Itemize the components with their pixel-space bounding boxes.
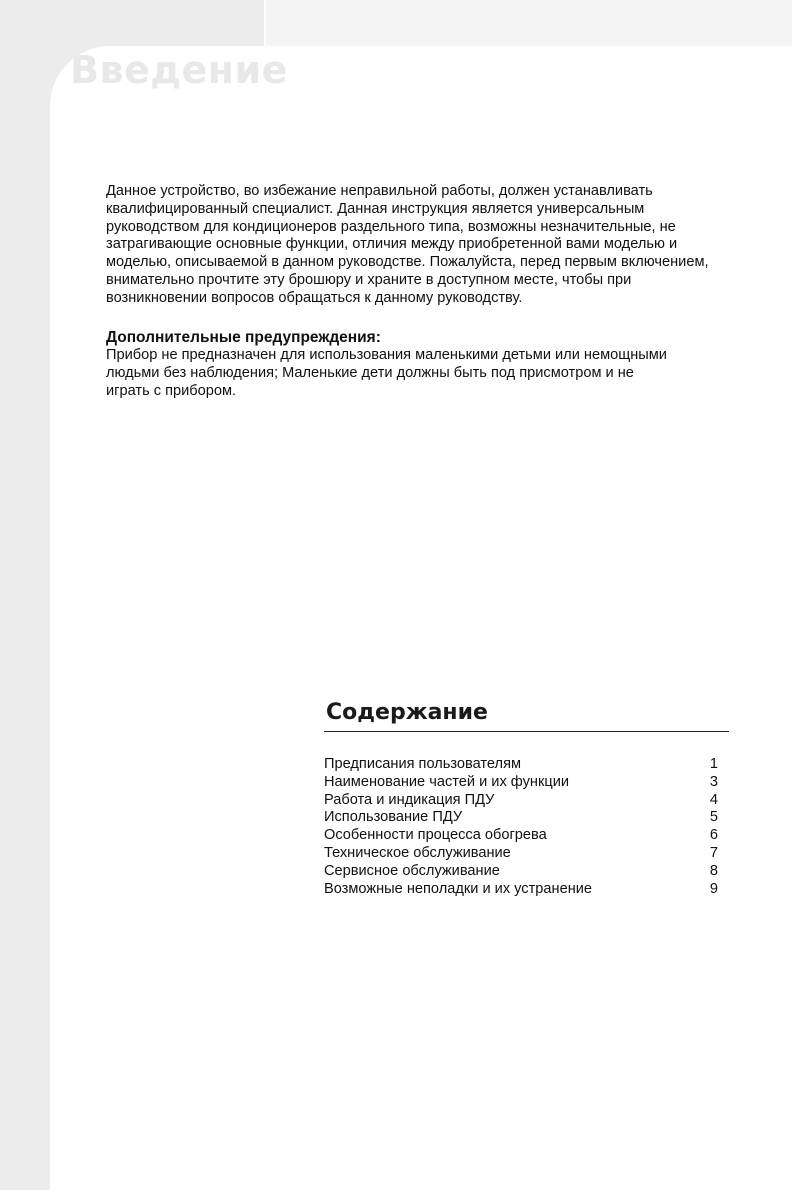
toc-divider bbox=[324, 731, 729, 732]
toc-item[interactable] bbox=[324, 756, 718, 774]
toc-item-page: 9 bbox=[709, 880, 718, 897]
page-title: Введение bbox=[70, 48, 288, 92]
toc-item-label: Предписания пользователям bbox=[324, 756, 522, 772]
toc-item-label: Сервисное обслуживание bbox=[324, 862, 500, 879]
toc-list bbox=[324, 756, 718, 898]
toc-item[interactable] bbox=[324, 809, 718, 827]
toc-item[interactable] bbox=[324, 827, 718, 845]
toc-title: Содержание bbox=[326, 700, 488, 725]
page-frame-left bbox=[0, 0, 50, 1190]
toc-item-page: 3 bbox=[709, 773, 718, 790]
toc-item[interactable] bbox=[324, 845, 718, 863]
toc-item-page: 6 bbox=[709, 827, 718, 844]
page-frame-divider bbox=[264, 0, 266, 46]
toc-item-label: Работа и индикация ПДУ bbox=[324, 791, 495, 808]
toc-item-page: 5 bbox=[709, 809, 718, 826]
warnings-text bbox=[106, 347, 706, 400]
toc-item-label: Наименование частей и их функции bbox=[324, 773, 570, 790]
warnings-line-1: Прибор не предназначен для использования маленькими детьми или немощными людьми без наблюдения; Маленькие дети должны быть под присмотром и не bbox=[106, 347, 667, 381]
warnings-line-2: играть с прибором. bbox=[106, 382, 237, 399]
toc-item-page: 8 bbox=[709, 862, 718, 879]
toc-item-page: 7 bbox=[709, 844, 718, 861]
page-frame-top-right bbox=[266, 0, 792, 46]
toc-item[interactable] bbox=[324, 774, 718, 792]
toc-item-label: Техническое обслуживание bbox=[324, 844, 511, 861]
toc-item-label: Возможные неполадки и их устранение bbox=[324, 880, 593, 897]
toc-item[interactable] bbox=[324, 881, 718, 899]
toc-item-page: 1 bbox=[709, 756, 718, 772]
toc-item-page: 4 bbox=[709, 791, 718, 808]
toc-item[interactable] bbox=[324, 792, 718, 810]
intro-paragraph: Данное устройство, во избежание неправильной работы, должен устанавливать квалифицированный специалист. Данная инструкция является универсальным руководством для кондиционеров раздельного типа, возможны незначительные, не затрагивающие основные функции, отличия между приобретенной вами моделью и моделью, описываемой в данном руководстве. Пожалуйста, перед первым включением, внимательно прочтите эту брошюру и храните в доступном месте, чтобы при возникновении вопросов обращаться к данному руководству. bbox=[106, 183, 709, 306]
toc-item-label: Особенности процесса обогрева bbox=[324, 827, 547, 844]
toc-item-label: Использование ПДУ bbox=[324, 809, 463, 826]
toc-item[interactable] bbox=[324, 863, 718, 881]
warnings-heading: Дополнительные предупреждения: bbox=[106, 329, 381, 346]
